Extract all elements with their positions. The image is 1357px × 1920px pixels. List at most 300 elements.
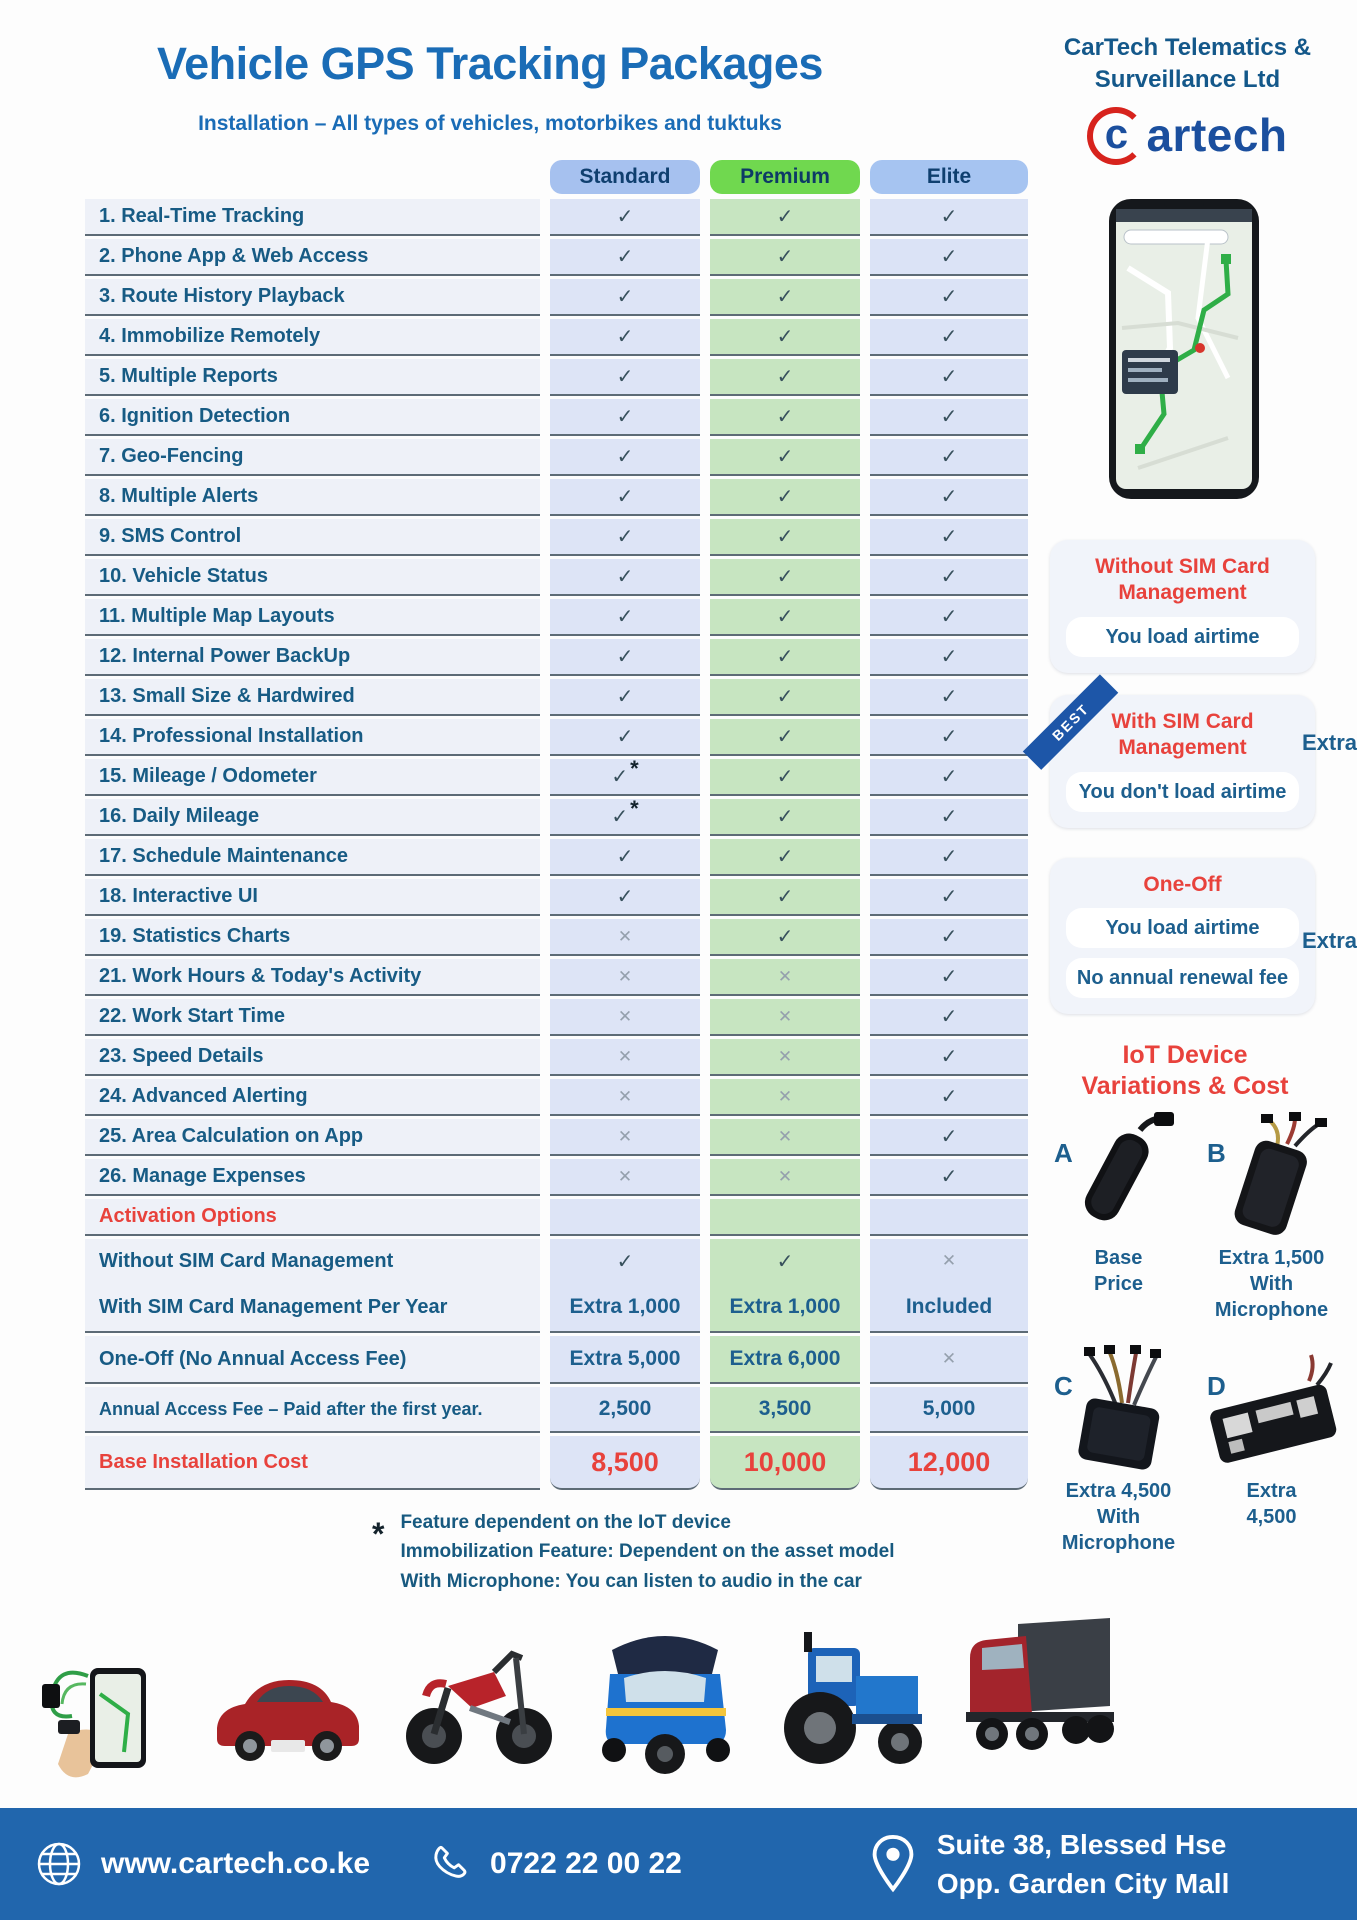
check-icon: ✓ <box>616 526 634 548</box>
iot-device-c <box>1042 1345 1195 1556</box>
check-icon: ✓ <box>940 566 958 588</box>
feature-label: One-Off (No Annual Access Fee) <box>85 1336 540 1384</box>
feature-cell-elite <box>870 559 1028 596</box>
table-row <box>85 519 1030 556</box>
check-icon: ✓ <box>776 886 794 908</box>
feature-cell-elite <box>870 879 1028 916</box>
check-icon: ✓ <box>616 326 634 348</box>
table-row <box>85 755 1030 796</box>
feature-cell-elite <box>870 679 1028 716</box>
feature-label: 12. Internal Power BackUp <box>85 639 540 676</box>
cross-icon: ✕ <box>941 1349 957 1368</box>
check-icon: ✓ <box>940 1006 958 1028</box>
feature-label: 10. Vehicle Status <box>85 559 540 596</box>
cross-icon: ✕ <box>777 1046 793 1066</box>
check-icon: ✓ <box>616 726 634 748</box>
with-sim-title: With SIM Card Management <box>1111 710 1254 760</box>
iot-heading-line1: IoT Device <box>1122 1041 1248 1069</box>
feature-cell-premium <box>710 1119 860 1156</box>
feature-cell-premium <box>710 1336 860 1384</box>
cell-value: Extra 5,000 <box>569 1347 681 1370</box>
feature-cell-standard <box>550 599 700 636</box>
website-link[interactable]: www.cartech.co.ke <box>101 1847 371 1880</box>
table-row <box>85 1199 1030 1236</box>
table-row <box>85 795 1030 836</box>
check-icon: ✓ <box>940 846 958 868</box>
column-header-standard: Standard <box>550 160 700 194</box>
with-sim-card-box <box>1050 695 1315 828</box>
table-row <box>85 959 1030 996</box>
feature-cell-elite <box>870 599 1028 636</box>
feature-cell-premium <box>710 279 860 316</box>
check-icon: ✓ <box>940 446 958 468</box>
phone-icon <box>430 1842 474 1886</box>
feature-cell-elite <box>870 719 1028 756</box>
feature-label: 24. Advanced Alerting <box>85 1079 540 1116</box>
check-icon: ✓ <box>611 806 629 828</box>
feature-cell-elite <box>870 1199 1028 1236</box>
feature-cell-standard <box>550 999 700 1036</box>
iot-device-d-image <box>1197 1345 1347 1473</box>
tractor-image <box>768 1610 938 1780</box>
feature-label: 7. Geo-Fencing <box>85 439 540 476</box>
feature-cell-elite <box>870 1436 1028 1490</box>
check-icon: ✓ <box>616 846 634 868</box>
asterisk-mark: * <box>630 795 639 821</box>
with-sim-note: You don't load airtime <box>1066 772 1299 812</box>
feature-cell-elite <box>870 1039 1028 1076</box>
check-icon: ✓ <box>940 1046 958 1068</box>
feature-cell-premium <box>710 199 860 236</box>
feature-cell-premium <box>710 1039 860 1076</box>
feature-cell-elite <box>870 1159 1028 1196</box>
feature-cell-standard <box>550 719 700 756</box>
check-icon: ✓ <box>776 846 794 868</box>
check-icon: ✓ <box>776 406 794 428</box>
check-icon: ✓ <box>616 246 634 268</box>
check-icon: ✓ <box>776 1250 794 1273</box>
iot-device-b-image <box>1197 1112 1347 1240</box>
iot-device-a <box>1042 1112 1195 1323</box>
logo-text: artech <box>1146 109 1288 162</box>
table-row <box>85 1283 1030 1333</box>
check-icon: ✓ <box>776 366 794 388</box>
feature-cell-elite <box>870 639 1028 676</box>
page-title: Vehicle GPS Tracking Packages <box>157 38 823 89</box>
feature-cell-premium <box>710 319 860 356</box>
table-row <box>85 1079 1030 1116</box>
cross-icon: ✕ <box>617 926 633 946</box>
red-car-image <box>205 1636 370 1776</box>
feature-label: 9. SMS Control <box>85 519 540 556</box>
phone-map-mockup-image <box>1108 198 1260 505</box>
feature-cell-standard <box>550 1079 700 1116</box>
gps-kit-with-phone-image <box>28 1624 188 1784</box>
feature-label: 4. Immobilize Remotely <box>85 319 540 356</box>
one-off-box <box>1050 858 1315 1014</box>
check-icon: ✓ <box>616 286 634 308</box>
check-icon: ✓ <box>616 1250 634 1273</box>
feature-label: 25. Area Calculation on App <box>85 1119 540 1156</box>
check-icon: ✓ <box>776 526 794 548</box>
table-row <box>85 1159 1030 1196</box>
feature-cell-premium <box>710 1387 860 1433</box>
feature-cell-standard <box>550 919 700 956</box>
feature-cell-standard <box>550 1283 700 1333</box>
footnote-line1: Feature dependent on the IoT device <box>400 1512 731 1533</box>
feature-cell-elite <box>870 919 1028 956</box>
feature-cell-elite <box>870 199 1028 236</box>
check-icon: ✓ <box>776 686 794 708</box>
feature-cell-standard <box>550 199 700 236</box>
feature-cell-premium <box>710 519 860 556</box>
feature-cell-standard <box>550 1387 700 1433</box>
feature-cell-standard <box>550 479 700 516</box>
iot-device-a-image <box>1044 1112 1194 1240</box>
check-icon: ✓ <box>940 926 958 948</box>
check-icon: ✓ <box>616 566 634 588</box>
table-row <box>85 319 1030 356</box>
iot-device-a-label: A <box>1054 1138 1073 1168</box>
iot-heading <box>1045 1040 1325 1101</box>
address-line1: Suite 38, Blessed Hse <box>936 1828 1227 1860</box>
company-name-line1: CarTech Telematics & <box>1063 34 1312 61</box>
company-block <box>1025 32 1350 166</box>
check-icon: ✓ <box>776 566 794 588</box>
feature-cell-elite <box>870 1283 1028 1333</box>
check-icon: ✓ <box>940 1126 958 1148</box>
feature-label: 13. Small Size & Hardwired <box>85 679 540 716</box>
iot-device-b-label: B <box>1207 1138 1226 1168</box>
address-line2: Opp. Garden City Mall <box>936 1868 1230 1899</box>
table-row <box>85 559 1030 596</box>
one-off-note2: No annual renewal fee <box>1066 958 1299 998</box>
cross-icon: ✕ <box>617 966 633 986</box>
check-icon: ✓ <box>940 406 958 428</box>
check-icon: ✓ <box>616 206 634 228</box>
feature-cell-standard <box>550 755 700 796</box>
feature-label: 2. Phone App & Web Access <box>85 239 540 276</box>
feature-cell-standard <box>550 879 700 916</box>
logo-initial: c <box>1104 109 1129 157</box>
cell-value: 8,500 <box>591 1446 659 1477</box>
iot-device-c-label: C <box>1054 1371 1073 1401</box>
feature-cell-elite <box>870 1079 1028 1116</box>
cross-icon: ✕ <box>617 1166 633 1186</box>
cell-value: Included <box>905 1295 993 1318</box>
feature-label: 8. Multiple Alerts <box>85 479 540 516</box>
check-icon: ✓ <box>616 646 634 668</box>
check-icon: ✓ <box>776 606 794 628</box>
feature-label: 18. Interactive UI <box>85 879 540 916</box>
cross-icon: ✕ <box>777 1006 793 1026</box>
without-sim-note: You load airtime <box>1066 617 1299 657</box>
feature-cell-standard <box>550 319 700 356</box>
feature-cell-standard <box>550 519 700 556</box>
feature-cell-elite <box>870 1239 1028 1283</box>
vehicle-image-strip <box>0 1596 1357 1806</box>
feature-cell-elite <box>870 519 1028 556</box>
check-icon: ✓ <box>616 366 634 388</box>
feature-cell-premium <box>710 559 860 596</box>
feature-cell-elite <box>870 999 1028 1036</box>
feature-cell-standard <box>550 1239 700 1283</box>
without-sim-card-box <box>1050 540 1315 673</box>
cross-icon: ✕ <box>777 1086 793 1106</box>
check-icon: ✓ <box>616 486 634 508</box>
page-subtitle: Installation – All types of vehicles, motorbikes and tuktuks <box>198 112 782 135</box>
feature-cell-elite <box>870 359 1028 396</box>
check-icon: ✓ <box>776 246 794 268</box>
feature-cell-premium <box>710 999 860 1036</box>
feature-cell-premium <box>710 1283 860 1333</box>
cell-value: 12,000 <box>907 1446 991 1477</box>
feature-cell-premium <box>710 679 860 716</box>
column-header-premium: Premium <box>710 160 860 194</box>
table-row <box>85 639 1030 676</box>
feature-label: 21. Work Hours & Today's Activity <box>85 959 540 996</box>
one-off-note1: You load airtime <box>1066 908 1299 948</box>
check-icon: ✓ <box>776 206 794 228</box>
cell-value: Extra 1,000 <box>729 1295 841 1318</box>
tuktuk-image <box>580 1600 750 1790</box>
feature-cell-premium <box>710 239 860 276</box>
iot-device-c-price: Extra 4,500 With Microphone <box>1061 1480 1176 1554</box>
feature-cell-standard <box>550 959 700 996</box>
globe-icon <box>35 1840 83 1888</box>
cross-icon: ✕ <box>617 1046 633 1066</box>
feature-cell-elite <box>870 1119 1028 1156</box>
check-icon: ✓ <box>940 806 958 828</box>
feature-label: 16. Daily Mileage <box>85 799 540 836</box>
iot-device-d-price: Extra 4,500 <box>1246 1480 1297 1528</box>
cross-icon: ✕ <box>941 1251 957 1270</box>
feature-cell-premium <box>710 479 860 516</box>
feature-cell-premium <box>710 759 860 796</box>
feature-cell-standard <box>550 439 700 476</box>
header-spacer <box>85 160 540 194</box>
check-icon: ✓ <box>940 1166 958 1188</box>
table-row <box>85 479 1030 516</box>
feature-label: 3. Route History Playback <box>85 279 540 316</box>
check-icon: ✓ <box>776 926 794 948</box>
check-icon: ✓ <box>940 526 958 548</box>
feature-label: Base Installation Cost <box>85 1436 540 1490</box>
one-off-title: One-Off <box>1143 873 1222 896</box>
feature-label: 23. Speed Details <box>85 1039 540 1076</box>
feature-cell-premium <box>710 839 860 876</box>
asterisk-mark: * <box>372 1516 385 1552</box>
iot-device-c-image <box>1044 1345 1194 1473</box>
check-icon: ✓ <box>940 326 958 348</box>
feature-cell-elite <box>870 959 1028 996</box>
iot-device-grid <box>1042 1112 1348 1578</box>
check-icon: ✓ <box>940 966 958 988</box>
footer-bar <box>0 1808 1357 1920</box>
iot-device-b <box>1195 1112 1348 1323</box>
phone-number[interactable]: 0722 22 00 22 <box>490 1847 682 1880</box>
table-rows <box>85 199 1030 1490</box>
check-icon: ✓ <box>616 606 634 628</box>
feature-label: 11. Multiple Map Layouts <box>85 599 540 636</box>
table-row <box>85 999 1030 1036</box>
feature-cell-premium <box>710 1239 860 1283</box>
check-icon: ✓ <box>940 726 958 748</box>
check-icon: ✓ <box>776 446 794 468</box>
truck-image <box>952 1596 1122 1796</box>
feature-label: 19. Statistics Charts <box>85 919 540 956</box>
feature-label: 15. Mileage / Odometer <box>85 759 540 796</box>
iot-device-b-price: Extra 1,500 With Microphone <box>1214 1247 1329 1321</box>
check-icon: ✓ <box>611 766 629 788</box>
with-sim-extra-tag: Extra <box>1302 730 1357 755</box>
cross-icon: ✕ <box>617 1006 633 1026</box>
feature-cell-standard <box>550 1039 700 1076</box>
table-row <box>85 1119 1030 1156</box>
comparison-table <box>85 160 1030 1493</box>
feature-cell-standard <box>550 359 700 396</box>
check-icon: ✓ <box>776 486 794 508</box>
feature-cell-standard <box>550 795 700 836</box>
feature-cell-premium <box>710 879 860 916</box>
feature-cell-premium <box>710 439 860 476</box>
check-icon: ✓ <box>940 206 958 228</box>
feature-cell-elite <box>870 439 1028 476</box>
cell-value: 3,500 <box>758 1397 812 1420</box>
footnote <box>372 1508 895 1596</box>
feature-cell-elite <box>870 399 1028 436</box>
table-row <box>85 359 1030 396</box>
check-icon: ✓ <box>940 1086 958 1108</box>
check-icon: ✓ <box>616 686 634 708</box>
feature-cell-elite <box>870 239 1028 276</box>
feature-cell-premium <box>710 919 860 956</box>
feature-label: 17. Schedule Maintenance <box>85 839 540 876</box>
table-row <box>85 239 1030 276</box>
column-header-elite: Elite <box>870 160 1028 194</box>
feature-label: 26. Manage Expenses <box>85 1159 540 1196</box>
feature-cell-standard <box>550 239 700 276</box>
feature-cell-standard <box>550 1199 700 1236</box>
iot-device-a-price: Base Price <box>1094 1247 1143 1295</box>
feature-cell-elite <box>870 799 1028 836</box>
footnote-line3: With Microphone: You can listen to audio in the car <box>400 1570 862 1592</box>
feature-cell-elite <box>870 479 1028 516</box>
table-row <box>85 199 1030 236</box>
feature-cell-elite <box>870 839 1028 876</box>
feature-cell-elite <box>870 319 1028 356</box>
check-icon: ✓ <box>940 246 958 268</box>
feature-cell-premium <box>710 1199 860 1236</box>
check-icon: ✓ <box>616 446 634 468</box>
table-row <box>85 439 1030 476</box>
feature-cell-premium <box>710 959 860 996</box>
feature-cell-standard <box>550 679 700 716</box>
cross-icon: ✕ <box>777 966 793 986</box>
cross-icon: ✕ <box>777 1166 793 1186</box>
cartech-logo <box>1025 105 1350 166</box>
feature-cell-elite <box>870 1387 1028 1433</box>
feature-label: Activation Options <box>85 1199 540 1236</box>
table-row <box>85 839 1030 876</box>
table-row <box>85 599 1030 636</box>
check-icon: ✓ <box>776 646 794 668</box>
check-icon: ✓ <box>776 326 794 348</box>
check-icon: ✓ <box>940 286 958 308</box>
feature-cell-premium <box>710 799 860 836</box>
feature-label: 6. Ignition Detection <box>85 399 540 436</box>
cell-value: Extra 6,000 <box>729 1347 841 1370</box>
feature-label: 14. Professional Installation <box>85 719 540 756</box>
table-row <box>85 1039 1030 1076</box>
feature-cell-premium <box>710 1436 860 1490</box>
check-icon: ✓ <box>616 406 634 428</box>
cross-icon: ✕ <box>777 1126 793 1146</box>
company-name-line2: Surveillance Ltd <box>1094 65 1281 93</box>
check-icon: ✓ <box>940 486 958 508</box>
feature-cell-standard <box>550 839 700 876</box>
check-icon: ✓ <box>776 286 794 308</box>
check-icon: ✓ <box>776 766 794 788</box>
check-icon: ✓ <box>940 886 958 908</box>
cross-icon: ✕ <box>617 1126 633 1146</box>
feature-cell-premium <box>710 599 860 636</box>
feature-cell-premium <box>710 399 860 436</box>
feature-cell-standard <box>550 639 700 676</box>
table-row <box>85 279 1030 316</box>
check-icon: ✓ <box>776 806 794 828</box>
iot-device-d-label: D <box>1207 1371 1226 1401</box>
feature-cell-standard <box>550 1336 700 1384</box>
feature-cell-standard <box>550 1119 700 1156</box>
feature-cell-elite <box>870 1336 1028 1384</box>
table-row <box>85 1387 1030 1433</box>
table-row <box>85 1436 1030 1490</box>
without-sim-title: Without SIM Card Management <box>1095 555 1270 605</box>
asterisk-mark: * <box>630 755 639 781</box>
address-block <box>937 1825 1229 1903</box>
one-off-extra-tag: Extra <box>1302 928 1357 953</box>
cell-value: 5,000 <box>922 1397 976 1420</box>
feature-label: Without SIM Card Management <box>85 1239 540 1283</box>
feature-cell-standard <box>550 279 700 316</box>
footnote-line2: Immobilization Feature: Dependent on the asset model <box>400 1541 895 1563</box>
feature-cell-standard <box>550 399 700 436</box>
feature-cell-elite <box>870 759 1028 796</box>
check-icon: ✓ <box>940 686 958 708</box>
table-row <box>85 679 1030 716</box>
table-row <box>85 719 1030 756</box>
check-icon: ✓ <box>616 886 634 908</box>
cell-value: 10,000 <box>743 1446 827 1477</box>
feature-cell-standard <box>550 559 700 596</box>
logo-c-swoosh-icon <box>1087 107 1145 165</box>
check-icon: ✓ <box>940 646 958 668</box>
iot-heading-line2: Variations & Cost <box>1081 1071 1289 1100</box>
feature-cell-standard <box>550 1436 700 1490</box>
column-headers <box>85 160 1030 194</box>
cell-value: Extra 1,000 <box>569 1295 681 1318</box>
feature-label: 1. Real-Time Tracking <box>85 199 540 236</box>
table-row <box>85 879 1030 916</box>
feature-cell-premium <box>710 639 860 676</box>
feature-cell-elite <box>870 279 1028 316</box>
check-icon: ✓ <box>776 726 794 748</box>
check-icon: ✓ <box>940 606 958 628</box>
table-row <box>85 919 1030 956</box>
feature-cell-premium <box>710 719 860 756</box>
feature-label: Annual Access Fee – Paid after the first year. <box>85 1387 540 1433</box>
